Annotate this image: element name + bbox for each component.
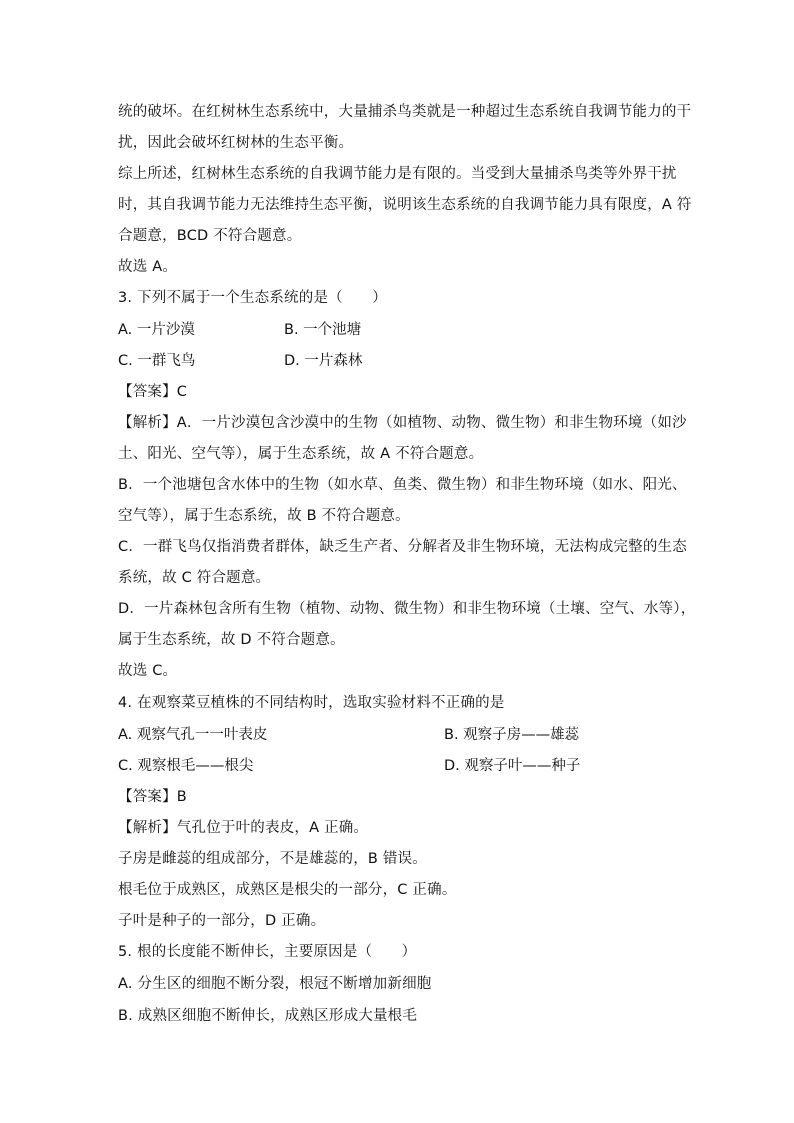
q4-option-c: C. 观察根毛——根尖 [118,758,254,774]
q3-option-c: C. 一群飞鸟 [118,353,196,369]
q3-conclusion: 故选 C。 [118,663,178,679]
question-5-stem: 5. 根的长度能不断伸长，主要原因是（ ） [118,944,417,960]
q3-analysis-line: 土、阳光、空气等），属于生态系统，故 A 不符合题意。 [118,446,484,462]
q5-option-b: B. 成熟区细胞不断伸长，成熟区形成大量根毛 [118,1008,418,1024]
q3-analysis-line: 属于生态系统，故 D 不符合题意。 [118,632,345,648]
q3-analysis-line: B．一个池塘包含水体中的生物（如水草、鱼类、微生物）和非生物环境（如水、阳光、 [118,477,687,493]
q3-option-b: B. 一个池塘 [284,322,362,338]
q4-analysis-line: 子叶是种子的一部分，D 正确。 [118,913,326,929]
question-4-stem: 4. 在观察菜豆植株的不同结构时，选取实验材料不正确的是 [118,695,505,711]
text-line: 时，其自我调节能力无法维持生态平衡，说明该生态系统的自我调节能力具有限度，A 符 [118,197,692,213]
q3-answer: 【答案】C [118,384,188,400]
q3-analysis-line: 系统，故 C 符合题意。 [118,570,271,586]
text-line: 扰，因此会破坏红树林的生态平衡。 [118,135,354,151]
q4-analysis-line: 根毛位于成熟区，成熟区是根尖的一部分，C 正确。 [118,882,457,898]
q5-option-a: A. 分生区的细胞不断分裂，根冠不断增加新细胞 [118,976,432,992]
question-3-stem: 3. 下列不属于一个生态系统的是（ ） [118,290,387,306]
q4-analysis-line: 子房是雌蕊的组成部分，不是雄蕊的，B 错误。 [118,851,427,867]
q3-option-a: A. 一片沙漠 [118,322,195,338]
q4-option-a: A. 观察气孔一一叶表皮 [118,727,268,743]
q3-option-d: D. 一片森林 [284,353,363,369]
q4-answer: 【答案】B [118,789,187,805]
q4-analysis-line: 【解析】气孔位于叶的表皮，A 正确。 [118,820,369,836]
q4-option-b: B. 观察子房——雄蕊 [444,727,580,743]
q3-analysis-line: C．一群飞鸟仅指消费者群体，缺乏生产者、分解者及非生物环境，无法构成完整的生态 [118,539,687,555]
q3-analysis-line: 【解析】A．一片沙漠包含沙漠中的生物（如植物、动物、微生物）和非生物环境（如沙 [118,415,687,431]
text-line: 统的破坏。在红树林生态系统中，大量捕杀鸟类就是一种超过生态系统自我调节能力的干 [118,104,692,120]
text-line: 综上所述，红树林生态系统的自我调节能力是有限的。当受到大量捕杀鸟类等外界干扰 [118,166,677,182]
q3-analysis-line: 空气等），属于生态系统，故 B 不符合题意。 [118,508,410,524]
conclusion-line: 故选 A。 [118,259,178,275]
q3-analysis-line: D．一片森林包含所有生物（植物、动物、微生物）和非生物环境（土壤、空气、水等）， [118,601,696,617]
text-line: 合题意，BCD 不符合题意。 [118,228,302,244]
q4-option-d: D. 观察子叶——种子 [444,758,581,774]
